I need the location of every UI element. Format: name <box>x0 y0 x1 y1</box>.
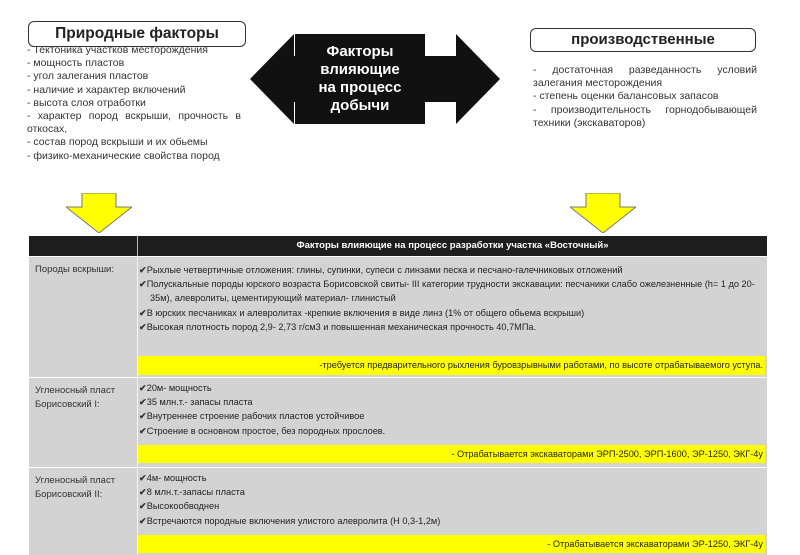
check-icon: ✔ <box>139 487 147 498</box>
list-item: - физико-механические свойства пород <box>27 149 220 162</box>
check-icon: ✔ <box>139 307 147 318</box>
natural-factors-header: Природные факторы <box>28 21 246 47</box>
list-item: ✔Внутреннее строение рабочих пластов устойчивое <box>139 411 365 422</box>
list-item: ✔Высокообводнен <box>139 501 220 512</box>
list-item: - Тектоника участков месторождения <box>27 44 208 56</box>
check-icon: ✔ <box>139 397 147 408</box>
list-item: - угол залегания пластов <box>27 70 149 83</box>
table-title: Факторы влияющие на процесс разработки участка «Восточный» <box>296 240 609 251</box>
table-row <box>29 256 767 377</box>
center-title-line: на процесс <box>318 79 402 96</box>
list-item: - высота слоя отработки <box>27 96 146 109</box>
row-items <box>139 263 764 334</box>
table-row <box>29 467 767 555</box>
table-header <box>29 236 767 256</box>
production-factors-header: производственные <box>530 28 756 52</box>
down-arrow-icon <box>66 193 132 233</box>
check-icon: ✔ <box>139 425 147 436</box>
center-title-box <box>295 34 425 124</box>
list-item: - наличие и характер включений <box>27 83 186 96</box>
row-label: Угленосный пласт Борисовский II: <box>35 475 116 500</box>
check-icon: ✔ <box>139 265 147 275</box>
check-icon: ✔ <box>139 501 147 512</box>
check-icon: ✔ <box>139 473 147 483</box>
list-item: - мощность пластов <box>27 57 125 70</box>
center-title-line: Факторы <box>326 43 394 60</box>
list-item: ✔35 млн.т.- запасы пласта <box>139 397 253 408</box>
list-item: ✔Встречаются породные включения улистого алевролита (Н 0,3-1,2м) <box>139 515 441 526</box>
list-item: ✔Строение в основном простое, без породных прослоев. <box>139 425 386 436</box>
center-title-line: добычи <box>330 97 390 114</box>
down-arrow-icon <box>570 193 636 233</box>
center-title-line: влияющие <box>320 61 400 78</box>
list-item: - характер пород вскрыши, прочность в откосах, <box>27 110 241 136</box>
list-item: - производительность горнодобывающей техники (экскаваторов) <box>533 103 757 129</box>
list-item: ✔Высокая плотность пород 2,9- 2,73 г/см3 и повышенная механическая прочность 40,7МПа. <box>139 321 537 332</box>
list-item: ✔20м- мощность <box>139 383 212 393</box>
check-icon: ✔ <box>139 515 147 526</box>
table-row <box>29 377 767 467</box>
natural-factors-list <box>27 44 241 163</box>
row-note: - Отрабатывается экскаваторами ЭРП-2500, ЭРП-1600, ЭР-1250, ЭКГ-4у <box>138 445 765 463</box>
production-factors-list <box>533 64 757 130</box>
list-item: ✔Полускальные породы юрского возраста Борисовской свиты- III категории трудности экскавации: песчаники слабо ожелезненные (h= 1 до 20-35м), алевролиты, цементирующий материал- глинистый <box>139 279 755 304</box>
list-item: ✔4м- мощность <box>139 473 207 483</box>
list-item: - степень оценки балансовых запасов <box>533 90 719 103</box>
check-icon: ✔ <box>139 279 147 290</box>
list-item: ✔8 млн.т.-запасы пласта <box>139 487 245 498</box>
factors-table <box>29 236 767 554</box>
list-item: ✔Рыхлые четвертичные отложения: глины, супинки, супеси с линзами песка и песчано-галечниковых отложений <box>139 265 623 275</box>
row-note: - Отрабатывается экскаваторами ЭР-1250, ЭКГ-4у <box>138 535 765 553</box>
list-item: - достаточная разведанность условий залегания месторождения <box>533 64 757 90</box>
check-icon: ✔ <box>139 383 147 393</box>
check-icon: ✔ <box>139 321 147 332</box>
list-item: - состав пород вскрыши и их обьемы <box>27 136 208 149</box>
row-label: Породы вскрыши: <box>35 264 115 275</box>
list-item: ✔В юрских песчаниках и алевролитах -крепкие включения в виде линз (1% от общего обьема вскрыши) <box>139 307 585 318</box>
row-note: -требуется предварительного рыхления буровзрывными работами, по высоте отрабатываемого уступа. <box>138 356 765 375</box>
row-items <box>139 381 764 438</box>
row-items <box>139 471 764 528</box>
check-icon: ✔ <box>139 411 147 422</box>
row-label: Угленосный пласт Борисовский I: <box>35 385 116 410</box>
